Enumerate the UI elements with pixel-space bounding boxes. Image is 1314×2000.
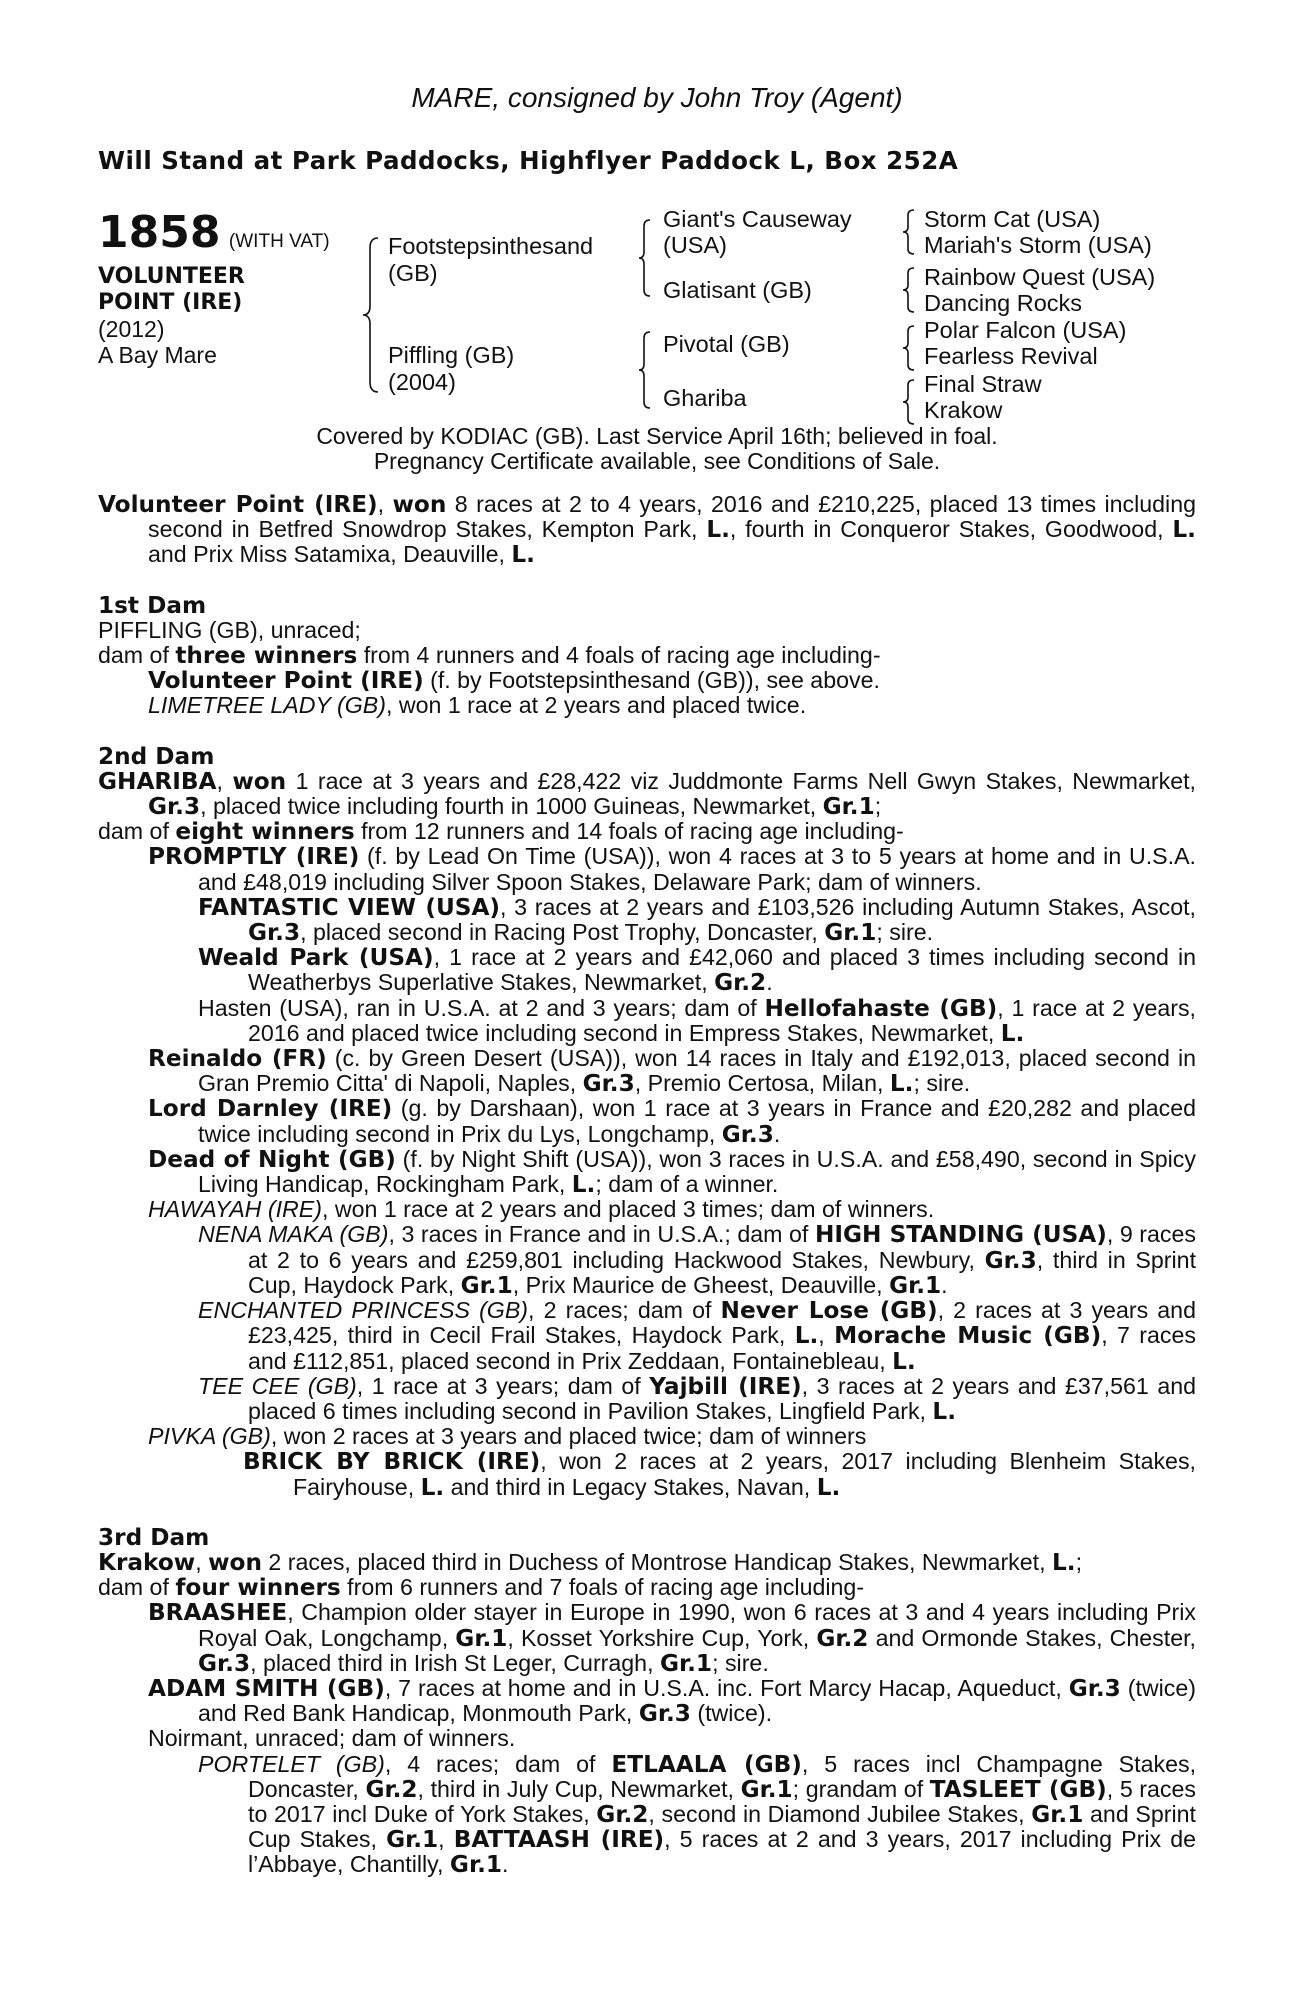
produce-entry: TEE CEE (GB), 1 race at 3 years; dam of Yajbill (IRE), 3 races at 2 years and £37,561 and placed 6 times including second in Pavilion Stakes, Lingfield Park, L. [198,1372,1197,1425]
horse-name: Volunteer Point (IRE) [98,491,378,518]
third-dam-record: Krakow, won 2 races, placed third in Duchess of Montrose Handicap Stakes, Newmarket, L.; [98,1548,1083,1576]
sire-sire: Giant's Causeway [663,206,852,232]
produce-entry: FANTASTIC VIEW (USA), 3 races at 2 years and £103,526 including Autumn Stakes, Ascot, Gr.3, placed second in Racing Post Trophy, Doncaster, Gr.1; sire. [198,893,1196,947]
produce-entry: BRAASHEE, Champion older stayer in Europe in 1990, won 6 races at 3 and 4 years including Prix Royal Oak, Longchamp, Gr.1, Kosset Yorkshire Cup, York, Gr.2 and Ormonde Stakes, Chester, Gr.3, placed third in Irish St Leger, Curragh, Gr.1; sire. [148,1599,1196,1677]
produce-entry: Volunteer Point (IRE) (f. by Footstepsinthesand (GB)), see above. [148,667,880,695]
ddd-name: Krakow [924,397,1003,423]
second-dam-record: GHARIBA, won 1 race at 3 years and £28,422 viz Juddmonte Farms Nell Gwyn Stakes, Newmarket, Gr.3, placed twice including fourth in 1000 Guineas, Newmarket, Gr.1; [98,767,1196,821]
sire-sire-country: (USA) [663,232,727,258]
dam-line-brace [638,330,652,410]
horse-name-line2: POINT (IRE) [98,290,243,315]
produce-entry: ADAM SMITH (GB), 7 races at home and in U.S.A. inc. Fort Marcy Hacap, Aqueduct, Gr.3 (twice) and Red Bank Handicap, Monmouth Park, Gr.3 (twice). [148,1674,1197,1728]
second-dam-produce: dam of eight winners from 12 runners and 14 foals of racing age including- [98,818,904,846]
sire-dam: Glatisant (GB) [663,277,812,303]
dds-name: Final Straw [924,371,1042,397]
lot-number: 1858 [98,207,221,258]
dam-name: Piffling (GB) [388,342,515,368]
horse-description: A Bay Mare [98,342,217,368]
lot-number-row [98,207,330,258]
sire-name: Footstepsinthesand [388,233,594,259]
race-record-section [98,492,1196,568]
gen3-brace-2 [902,266,916,314]
foaling-year: (2012) [98,316,165,342]
sss-name: Storm Cat (USA) [924,206,1101,232]
produce-entry: Noirmant, unraced; dam of winners. [148,1725,516,1752]
consignment-title: MARE, consigned by John Troy (Agent) [411,82,903,113]
produce-entry: BRICK BY BRICK (IRE), won 2 races at 2 years, 2017 including Blenheim Stakes, Fairyhouse, L. and third in Legacy Stakes, Navan, L. [243,1448,1196,1501]
first-dam-heading: 1st Dam [98,591,207,619]
dam-sire: Pivotal (GB) [663,331,790,357]
gen3-brace-4 [902,378,916,426]
third-dam-heading: 3rd Dam [98,1523,210,1551]
sds-name: Rainbow Quest (USA) [924,264,1156,290]
produce-entry: Reinaldo (FR) (c. by Green Desert (USA)), won 14 races in Italy and £192,013, placed second in Gran Premio Citta' di Napoli, Naples, Gr.3, Premio Certosa, Milan, L.; sire. [148,1045,1197,1098]
produce-entry: ENCHANTED PRINCESS (GB), 2 races; dam of Never Lose (GB), 2 races at 3 years and £23,425, third in Cecil Frail Stakes, Haydock Park, L., Morache Music (GB), 7 races and £112,851, placed second in Prix Zeddaan, Fontainebleau, L. [198,1297,1196,1375]
produce-entry: HAWAYAH (IRE), won 1 race at 2 years and placed 3 times; dam of winners. [148,1196,935,1223]
gen3-brace-1 [902,208,916,256]
produce-entry: NENA MAKA (GB), 3 races in France and in U.S.A.; dam of HIGH STANDING (USA), 9 races at 2 to 6 years and £259,801 including Hackwood Stakes, Newbury, Gr.3, third in Sprint Cup, Haydock Park, Gr.1, Prix Maurice de Gheest, Deauville, Gr.1. [198,1221,1197,1299]
dam-year: (2004) [388,369,456,395]
horse-name-line1: VOLUNTEER [98,264,245,289]
ssd-name: Mariah's Storm (USA) [924,232,1152,258]
first-dam-name: PIFFLING (GB), unraced; [98,616,361,643]
race-record: Volunteer Point (IRE), won 8 races at 2 to 4 years, 2016 and £210,225, placed 13 times including second in Betfred Snowdrop Stakes, Kempton Park, L., fourth in Conqueror Stakes, Goodwood, L. and Prix Miss Satamixa, Deauville, L. [98,491,1196,569]
second-dam-heading: 2nd Dam [98,742,215,770]
catalogue-body [98,492,1196,1878]
location-line: Will Stand at Park Paddocks, Highflyer Paddock L, Box 252A [98,146,959,175]
second-dam-section [98,744,1196,1500]
produce-entry: Weald Park (USA), 1 race at 2 years and £42,060 and placed 3 times including second in Weatherbys Superlative Stakes, Newmarket, Gr.2. [198,944,1197,997]
sire-dam-brace [362,236,382,394]
dam-dam: Ghariba [663,385,747,411]
produce-entry: PIVKA (GB), won 2 races at 3 years and placed twice; dam of winners [148,1423,867,1450]
first-dam-section [98,593,1196,719]
produce-entry: PROMPTLY (IRE) (f. by Lead On Time (USA)), won 4 races at 3 to 5 years at home and in U.S.A. and £48,019 including Silver Spoon Stakes, Delaware Park; dam of winners. [148,843,1196,895]
produce-entry: Hasten (USA), ran in U.S.A. at 2 and 3 years; dam of Hellofahaste (GB), 1 race at 2 years, 2016 and placed twice including second in Empress Stakes, Newmarket, L. [198,994,1196,1047]
dsd-name: Fearless Revival [924,343,1098,369]
third-dam-produce: dam of four winners from 6 runners and 7 foals of racing age including- [98,1574,865,1602]
dss-name: Polar Falcon (USA) [924,317,1127,343]
sdd-name: Dancing Rocks [924,290,1083,316]
produce-entry: Dead of Night (GB) (f. by Night Shift (USA)), won 3 races in U.S.A. and £58,490, second in Spicy Living Handicap, Rockingham Park, L.; dam of a winner. [148,1145,1196,1199]
gen3-brace-3 [902,324,916,372]
first-dam-produce: dam of three winners from 4 runners and 4 foals of racing age including- [98,642,881,670]
vat-note: (WITH VAT) [228,231,330,252]
certificate-note: Pregnancy Certificate available, see Conditions of Sale. [373,448,941,474]
covered-note: Covered by KODIAC (GB). Last Service April 16th; believed in foal. [316,423,998,449]
produce-entry: LIMETREE LADY (GB), won 1 race at 2 years and placed twice. [148,692,807,719]
produce-entry: PORTELET (GB), 4 races; dam of ETLAALA (GB), 5 races incl Champagne Stakes, Doncaster, Gr.2, third in July Cup, Newmarket, Gr.1; grandam of TASLEET (GB), 5 races to 2017 incl Duke of York Stakes, Gr.2, second in Diamond Jubilee Stakes, Gr.1 and Sprint Cup Stakes, Gr.1, BATTAASH (IRE), 5 races at 2 and 3 years, 2017 including Prix de l’Abbaye, Chantilly, Gr.1. [198,1750,1197,1879]
sire-country: (GB) [388,260,438,286]
produce-entry: Lord Darnley (IRE) (g. by Darshaan), won 1 race at 3 years in France and £20,282 and placed twice including second in Prix du Lys, Longchamp, Gr.3. [148,1095,1196,1148]
third-dam-section [98,1525,1196,1878]
sire-line-brace [638,218,652,298]
